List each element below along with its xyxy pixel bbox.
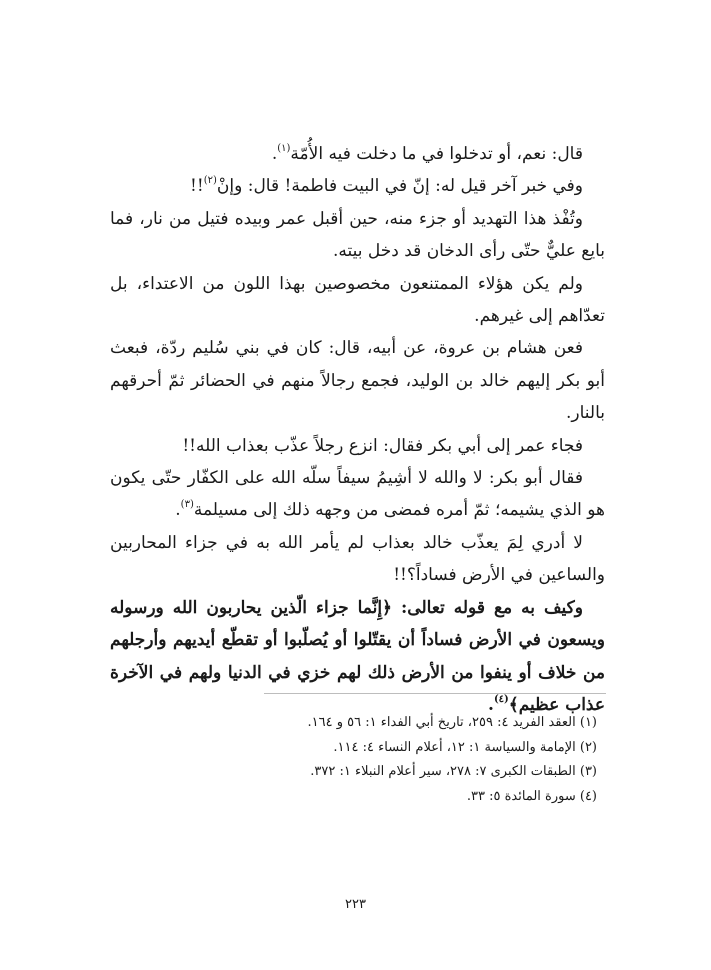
paragraph: ولم يكن هؤلاء الممتنعون مخصوصين بهذا اللون من الاعتداء، بل تعدّاهم إلى غيرهم. [110, 273, 605, 327]
page-number: ٢٢٣ [345, 897, 366, 912]
footnote: (٤) سورة المائدة ٥: ٣٣. [466, 789, 597, 805]
quran-verse-paragraph: وكيف به مع قوله تعالى: ﴿إِنَّما جزاء الّذين يحاربون الله ورسوله ويسعون في الأرض فساداً أن يقتّلوا أو يُصلّبوا أو تقطّع أيديهم وأرجلهم من خلاف أو ينفوا من الأرض ذلك لهم خزي في الدنيا ولهم في الآخرة عذاب عظيم﴾$^{(٤)}$. [110, 597, 605, 715]
main-text [110, 138, 605, 721]
paragraph: وتُفْذ هذا التهديد أو جزء منه، حين أقبل عمر وبيده فتيل من نار، فما بايع عليٌّ حتّى رأى الدخان قد دخل بيته. [110, 208, 605, 262]
footnote-marker[interactable]: (٣) [180, 499, 194, 511]
footnote: (٣) الطبقات الكبرى ٧: ٢٧٨، سير أعلام النبلاء ١: ٣٧٢. [310, 764, 597, 780]
footnote-marker[interactable]: (١) [277, 143, 291, 154]
footnote: (١) العقد الفريد ٤: ٢٥٩، تاريخ أبي الفداء ١: ٥٦ و ١٦٤. [307, 715, 597, 730]
footnotes [110, 711, 605, 810]
footnote-marker[interactable]: (٢) [203, 175, 217, 187]
paragraph: لا أدري لِمَ يعذّب خالد بعذاب لم يأمر الله به في جزاء المحاربين والساعين في الأرض فساداً؟!! [110, 532, 605, 586]
footnote-marker[interactable]: (٤) [493, 693, 509, 705]
paragraph: قال: نعم، أو تدخلوا في ما دخلت فيه الأُمّة$^{(١)}$. [271, 143, 583, 164]
footnote: (٢) الإمامة والسياسة ١: ١٢، أعلام النساء ٤: ١١٤. [333, 739, 597, 755]
paragraph: فقال أبو بكر: لا والله لا أشِيمُ سيفاً سلّه الله على الكفّار حتّى يكون هو الذي يشيمه؛ ثمّ أمره فمضى من وجهه ذلك إلى مسيلمة$^{(٣)}$. [110, 468, 605, 521]
paragraph: فجاء عمر إلى أبي بكر فقال: انزع رجلاً عذّب بعذاب الله!! [182, 435, 583, 456]
paragraph: وفي خبر آخر قيل له: إنّ في البيت فاطمة! قال: وإنْ$^{(٢)}$!! [190, 175, 583, 197]
paragraph: فعن هشام بن عروة، عن أبيه، قال: كان في بني سُليم ردّة، فبعث أبو بكر إليهم خالد بن الوليد، فجمع رجالاً منهم في الحضائر ثمّ أحرقهم بالنار. [110, 338, 605, 424]
footnote-divider [264, 693, 606, 694]
